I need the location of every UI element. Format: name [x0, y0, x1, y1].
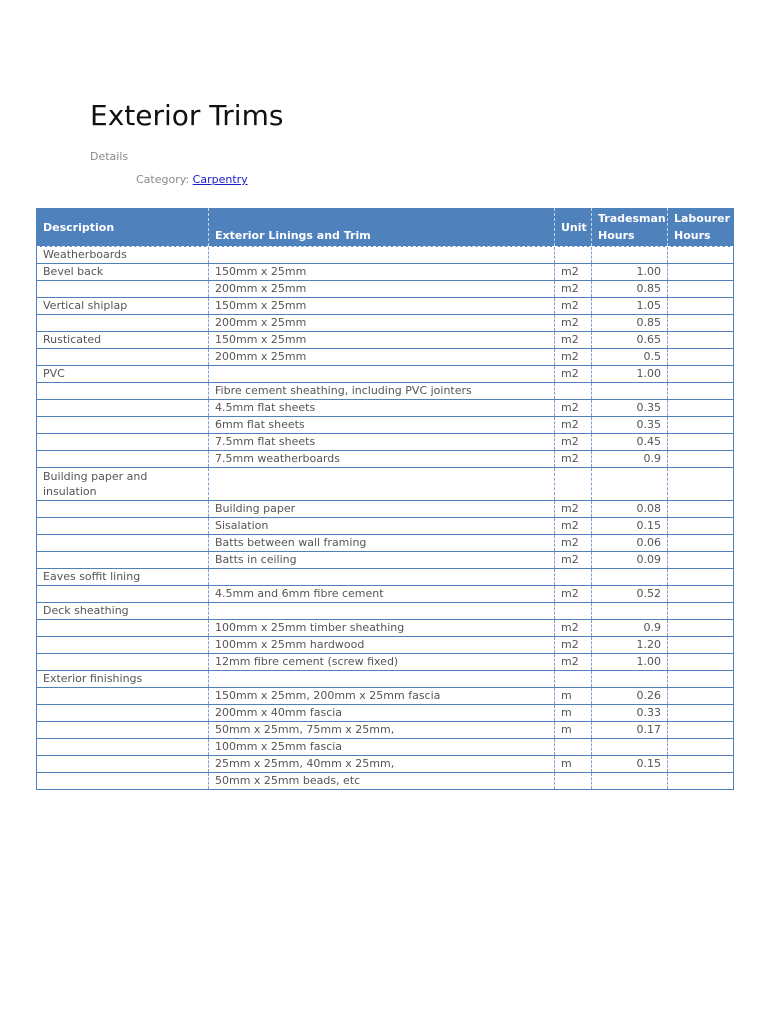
- cell-labourer-hours: [668, 535, 734, 552]
- category-link-carpentry[interactable]: Carpentry: [192, 173, 248, 186]
- cell-lining: [209, 366, 555, 383]
- table-row: [37, 281, 734, 298]
- table-row: [37, 400, 734, 417]
- cell-tradesman-hours: 0.33: [592, 705, 668, 722]
- cell-description: [37, 400, 209, 417]
- cell-unit: [555, 773, 592, 790]
- cell-description: [37, 281, 209, 298]
- cell-lining: Sisalation: [209, 518, 555, 535]
- cell-labourer-hours: [668, 654, 734, 671]
- cell-description: Deck sheathing: [37, 603, 209, 620]
- cell-labourer-hours: [668, 705, 734, 722]
- cell-unit: [555, 383, 592, 400]
- cell-description: [37, 620, 209, 637]
- cell-lining: 50mm x 25mm, 75mm x 25mm,: [209, 722, 555, 739]
- table-row: [37, 705, 734, 722]
- table-row: [37, 366, 734, 383]
- cell-unit: m2: [555, 518, 592, 535]
- cell-lining: 100mm x 25mm hardwood: [209, 637, 555, 654]
- cell-unit: m: [555, 688, 592, 705]
- cell-unit: m2: [555, 315, 592, 332]
- table-row: [37, 535, 734, 552]
- header-unit: Unit: [555, 208, 592, 247]
- cell-labourer-hours: [668, 400, 734, 417]
- cell-unit: m: [555, 722, 592, 739]
- cell-description: Bevel back: [37, 264, 209, 281]
- table-row: [37, 620, 734, 637]
- table-row: [37, 688, 734, 705]
- table-row: [37, 451, 734, 468]
- cell-lining: 100mm x 25mm fascia: [209, 739, 555, 756]
- table-header-row: [37, 208, 734, 247]
- cell-lining: 150mm x 25mm: [209, 264, 555, 281]
- cell-lining: 200mm x 40mm fascia: [209, 705, 555, 722]
- table-row: [37, 722, 734, 739]
- cell-tradesman-hours: 0.35: [592, 417, 668, 434]
- cell-labourer-hours: [668, 383, 734, 400]
- cell-labourer-hours: [668, 603, 734, 620]
- cell-labourer-hours: [668, 468, 734, 501]
- cell-tradesman-hours: 0.45: [592, 434, 668, 451]
- cell-description: [37, 654, 209, 671]
- table-row: [37, 332, 734, 349]
- cell-labourer-hours: [668, 349, 734, 366]
- cell-lining: 4.5mm flat sheets: [209, 400, 555, 417]
- cell-unit: m2: [555, 501, 592, 518]
- cell-lining: 4.5mm and 6mm fibre cement: [209, 586, 555, 603]
- cell-labourer-hours: [668, 739, 734, 756]
- table-row: [37, 671, 734, 688]
- cell-tradesman-hours: 1.00: [592, 654, 668, 671]
- cell-description: [37, 739, 209, 756]
- cell-unit: [555, 468, 592, 501]
- cell-lining: 6mm flat sheets: [209, 417, 555, 434]
- cell-description: [37, 535, 209, 552]
- table-row: [37, 501, 734, 518]
- cell-labourer-hours: [668, 501, 734, 518]
- page-title: Exterior Trims: [90, 99, 284, 132]
- cell-tradesman-hours: 0.09: [592, 552, 668, 569]
- cell-tradesman-hours: 0.52: [592, 586, 668, 603]
- cell-unit: m2: [555, 434, 592, 451]
- cell-unit: m2: [555, 451, 592, 468]
- header-description: Description: [37, 208, 209, 247]
- cell-labourer-hours: [668, 722, 734, 739]
- table-row: [37, 586, 734, 603]
- cell-unit: m2: [555, 298, 592, 315]
- cell-tradesman-hours: 1.00: [592, 264, 668, 281]
- cell-lining: 150mm x 25mm: [209, 332, 555, 349]
- cell-description: [37, 434, 209, 451]
- cell-tradesman-hours: 0.85: [592, 281, 668, 298]
- cell-unit: m2: [555, 366, 592, 383]
- cell-lining: [209, 603, 555, 620]
- category-label: Category:: [136, 173, 193, 186]
- cell-lining: 7.5mm weatherboards: [209, 451, 555, 468]
- cell-unit: m2: [555, 400, 592, 417]
- cell-description: [37, 552, 209, 569]
- cell-tradesman-hours: 0.9: [592, 451, 668, 468]
- cell-description: [37, 451, 209, 468]
- cell-tradesman-hours: 0.9: [592, 620, 668, 637]
- cell-unit: m: [555, 756, 592, 773]
- cell-description: [37, 518, 209, 535]
- cell-description: [37, 349, 209, 366]
- cell-unit: m: [555, 705, 592, 722]
- cell-lining: 200mm x 25mm: [209, 349, 555, 366]
- cell-lining: 25mm x 25mm, 40mm x 25mm,: [209, 756, 555, 773]
- cell-labourer-hours: [668, 366, 734, 383]
- cell-tradesman-hours: 0.5: [592, 349, 668, 366]
- cell-lining: [209, 468, 555, 501]
- cell-description: Vertical shiplap: [37, 298, 209, 315]
- cell-tradesman-hours: 0.06: [592, 535, 668, 552]
- cell-labourer-hours: [668, 247, 734, 264]
- cell-unit: [555, 247, 592, 264]
- cell-unit: m2: [555, 264, 592, 281]
- cell-description: [37, 315, 209, 332]
- category-line: [136, 173, 248, 186]
- table-row: [37, 468, 734, 501]
- cell-lining: 200mm x 25mm: [209, 315, 555, 332]
- cell-labourer-hours: [668, 773, 734, 790]
- cell-lining: 150mm x 25mm, 200mm x 25mm fascia: [209, 688, 555, 705]
- cell-lining: Batts between wall framing: [209, 535, 555, 552]
- cell-description: [37, 688, 209, 705]
- cell-unit: m2: [555, 535, 592, 552]
- cell-lining: 100mm x 25mm timber sheathing: [209, 620, 555, 637]
- cell-description: [37, 586, 209, 603]
- cell-labourer-hours: [668, 451, 734, 468]
- cell-tradesman-hours: 0.65: [592, 332, 668, 349]
- cell-unit: m2: [555, 281, 592, 298]
- cell-labourer-hours: [668, 586, 734, 603]
- table-row: [37, 552, 734, 569]
- cell-description: Eaves soffit lining: [37, 569, 209, 586]
- table-row: [37, 654, 734, 671]
- cell-description: [37, 705, 209, 722]
- table-row: [37, 349, 734, 366]
- table-row: [37, 434, 734, 451]
- cell-tradesman-hours: 0.15: [592, 518, 668, 535]
- exterior-trims-table: [36, 208, 734, 790]
- cell-unit: m2: [555, 332, 592, 349]
- cell-lining: 7.5mm flat sheets: [209, 434, 555, 451]
- cell-tradesman-hours: [592, 383, 668, 400]
- cell-tradesman-hours: [592, 468, 668, 501]
- cell-labourer-hours: [668, 569, 734, 586]
- cell-lining: Batts in ceiling: [209, 552, 555, 569]
- cell-tradesman-hours: 0.17: [592, 722, 668, 739]
- cell-description: Weatherboards: [37, 247, 209, 264]
- cell-unit: m2: [555, 586, 592, 603]
- cell-labourer-hours: [668, 620, 734, 637]
- cell-labourer-hours: [668, 671, 734, 688]
- cell-description: Exterior finishings: [37, 671, 209, 688]
- table-row: [37, 247, 734, 264]
- cell-description: [37, 722, 209, 739]
- cell-labourer-hours: [668, 518, 734, 535]
- cell-unit: [555, 739, 592, 756]
- cell-lining: [209, 671, 555, 688]
- table-row: [37, 417, 734, 434]
- cell-description: Rusticated: [37, 332, 209, 349]
- cell-labourer-hours: [668, 688, 734, 705]
- cell-labourer-hours: [668, 756, 734, 773]
- cell-lining: 12mm fibre cement (screw fixed): [209, 654, 555, 671]
- cell-tradesman-hours: [592, 671, 668, 688]
- cell-unit: m2: [555, 654, 592, 671]
- cell-tradesman-hours: [592, 739, 668, 756]
- cell-labourer-hours: [668, 637, 734, 654]
- cell-description: PVC: [37, 366, 209, 383]
- cell-tradesman-hours: [592, 247, 668, 264]
- table-row: [37, 315, 734, 332]
- cell-description: Building paper and insulation: [37, 468, 209, 501]
- cell-tradesman-hours: [592, 773, 668, 790]
- table-row: [37, 264, 734, 281]
- cell-unit: [555, 569, 592, 586]
- cell-labourer-hours: [668, 434, 734, 451]
- cell-labourer-hours: [668, 298, 734, 315]
- table-row: [37, 773, 734, 790]
- cell-unit: [555, 603, 592, 620]
- table-row: [37, 603, 734, 620]
- table-body: [37, 247, 734, 790]
- cell-tradesman-hours: 0.26: [592, 688, 668, 705]
- header-linings: Exterior Linings and Trim: [209, 208, 555, 247]
- table-row: [37, 518, 734, 535]
- cell-description: [37, 501, 209, 518]
- cell-labourer-hours: [668, 264, 734, 281]
- cell-lining: [209, 569, 555, 586]
- table-row: [37, 298, 734, 315]
- cell-description: [37, 756, 209, 773]
- cell-tradesman-hours: 0.08: [592, 501, 668, 518]
- table-row: [37, 383, 734, 400]
- cell-lining: 200mm x 25mm: [209, 281, 555, 298]
- cell-lining: 50mm x 25mm beads, etc: [209, 773, 555, 790]
- cell-tradesman-hours: 0.35: [592, 400, 668, 417]
- cell-unit: [555, 671, 592, 688]
- cell-labourer-hours: [668, 281, 734, 298]
- table-row: [37, 756, 734, 773]
- table-row: [37, 739, 734, 756]
- cell-labourer-hours: [668, 417, 734, 434]
- cell-description: [37, 773, 209, 790]
- cell-description: [37, 383, 209, 400]
- cell-lining: Building paper: [209, 501, 555, 518]
- cell-tradesman-hours: 0.15: [592, 756, 668, 773]
- header-tradesman-hours: Tradesman Hours: [592, 208, 668, 247]
- cell-lining: Fibre cement sheathing, including PVC jointers: [209, 383, 555, 400]
- cell-labourer-hours: [668, 332, 734, 349]
- cell-lining: 150mm x 25mm: [209, 298, 555, 315]
- table-row: [37, 637, 734, 654]
- cell-tradesman-hours: 1.05: [592, 298, 668, 315]
- cell-unit: m2: [555, 620, 592, 637]
- cell-tradesman-hours: 1.20: [592, 637, 668, 654]
- cell-description: [37, 417, 209, 434]
- cell-unit: m2: [555, 637, 592, 654]
- cell-unit: m2: [555, 417, 592, 434]
- header-labourer-hours: Labourer Hours: [668, 208, 734, 247]
- cell-lining: [209, 247, 555, 264]
- cell-labourer-hours: [668, 315, 734, 332]
- cell-unit: m2: [555, 349, 592, 366]
- cell-tradesman-hours: 0.85: [592, 315, 668, 332]
- cell-labourer-hours: [668, 552, 734, 569]
- cell-tradesman-hours: 1.00: [592, 366, 668, 383]
- cell-tradesman-hours: [592, 603, 668, 620]
- details-label: Details: [90, 150, 129, 163]
- table-row: [37, 569, 734, 586]
- cell-unit: m2: [555, 552, 592, 569]
- cell-description: [37, 637, 209, 654]
- cell-tradesman-hours: [592, 569, 668, 586]
